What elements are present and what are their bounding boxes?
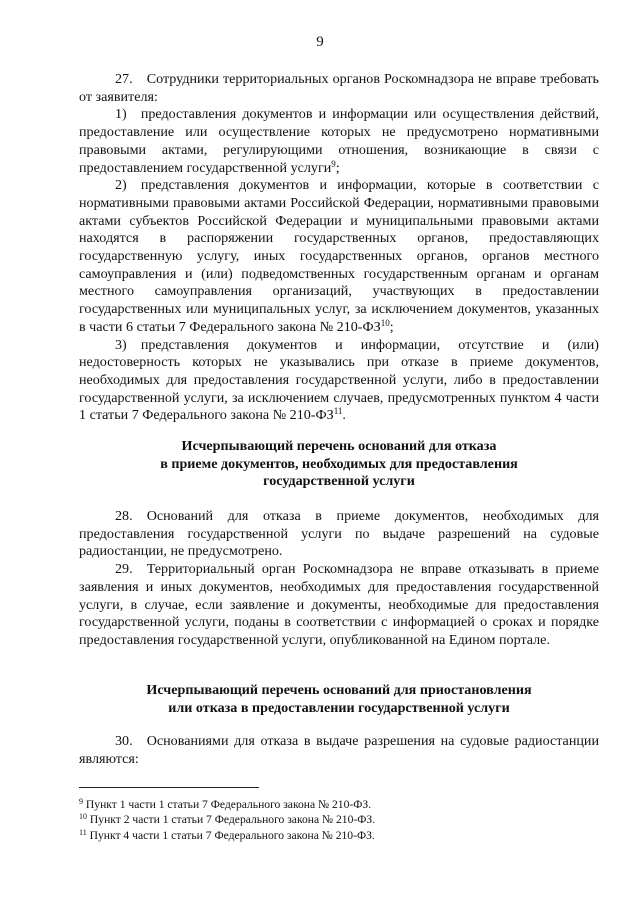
footnote-mark: 11: [79, 827, 87, 837]
footnote-text: Пункт 2 части 1 статьи 7 Федерального закона № 210-ФЗ.: [87, 813, 376, 827]
page-number: 9: [316, 34, 324, 50]
footnote-mark: 9: [79, 797, 83, 806]
item-end: .: [342, 407, 346, 424]
heading-line: Исчерпывающий перечень оснований для отказа: [181, 438, 497, 454]
heading-line: Исчерпывающий перечень оснований для приостановления: [146, 682, 532, 698]
item-text: 1) предоставления документов и информации или осуществления действий, предоставление или осуществление которых не предусмотрено нормативными правовыми актами, регулирующими отношения, возникающие в связи с предоставлением государственной услуги: [79, 106, 599, 176]
footnote-10: [79, 812, 375, 827]
paragraph-27-item-2: [79, 177, 599, 336]
footnote-ref: 9: [331, 158, 336, 169]
heading-line: или отказа в предоставлении государственной услуги: [168, 699, 510, 716]
paragraph-28: 28. Оснований для отказа в приеме документов, необходимых для предоставления государственной услуги по выдаче разрешений на судовые радиостанции, не предусмотрено.: [79, 508, 599, 560]
paragraph-27: [79, 71, 599, 425]
footnote-text: Пункт 1 части 1 статьи 7 Федерального закона № 210-ФЗ.: [83, 798, 372, 811]
item-end: ;: [335, 159, 340, 176]
paragraph-30: 30. Основаниями для отказа в выдаче разрешения на судовые радиостанции являются:: [79, 733, 599, 767]
paragraph-27-item-3: [79, 337, 599, 426]
footnote-mark: 10: [79, 812, 87, 822]
item-text: 2) представления документов и информации, которые в соответствии с нормативными правовыми актами Российской Федерации, нормативными правовыми актами субъектов Российской Федерации и муниципальными правовыми актами находятся в распоряжении государственных органов, предоставляющих государственную услугу, иных государственных органов, органов местного самоуправления и (или) подведомственных государственным органам и органам местного самоуправления организаций, участвующих в предоставлении государственных или муниципальных услуг, за исключением документов, указанных в части 6 статьи 7 Федерального закона № 210-ФЗ: [79, 177, 599, 335]
heading-line: государственной услуги: [263, 473, 415, 490]
footnote-ref: 10: [380, 317, 390, 328]
footnotes: [79, 797, 375, 843]
paragraphs-28-29: [79, 508, 599, 650]
paragraph-30-block: [79, 733, 599, 768]
footnote-11: [79, 828, 375, 843]
footnote-ref: 11: [333, 406, 343, 417]
footnote-9: [79, 797, 375, 812]
footnote-separator: [79, 787, 259, 788]
item-text: 3) представления документов и информации, отсутствие и (или) недостоверность которых не указывались при отказе в приеме документов, необходимых для предоставления государственной услуги, либо в предоставлении государственной услуги, за исключением случаев, предусмотренных пунктом 4 части 1 статьи 7 Федерального закона № 210-ФЗ: [79, 336, 599, 424]
paragraph-27-item-1: [79, 106, 599, 177]
heading-line: в приеме документов, необходимых для предоставления: [160, 455, 518, 472]
footnote-text: Пункт 4 части 1 статьи 7 Федерального закона № 210-ФЗ.: [86, 828, 375, 842]
section-heading-suspension-refusal: [79, 682, 599, 717]
item-end: ;: [389, 318, 394, 335]
section-heading-refusal-acceptance: [79, 438, 599, 491]
paragraph-27-lead: 27. Сотрудники территориальных органов Роскомнадзора не вправе требовать от заявителя:: [79, 71, 599, 105]
paragraph-29: 29. Территориальный орган Роскомнадзора не вправе отказывать в приеме заявления и иных документов, необходимых для предоставления государственной услуги, в случае, если заявление и документы, необходимые для предоставления государственной услуги, поданы в соответствии с информацией о сроках и порядке предоставления государственной услуги, опубликованной на Едином портале.: [79, 561, 599, 648]
